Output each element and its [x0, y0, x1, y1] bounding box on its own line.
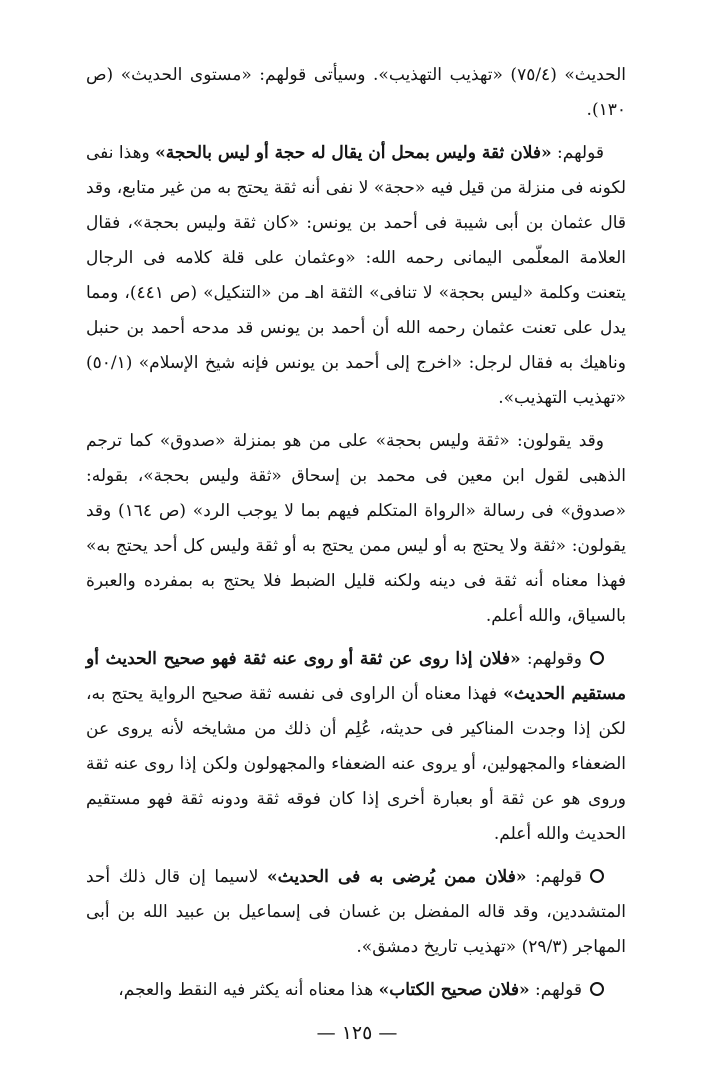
- paragraph-text: قولهم:: [529, 980, 582, 1000]
- paragraph-text: وقد يقولون: «ثقة وليس بحجة» على من هو بمنزلة «صدوق» كما ترجم الذهبى لقول ابن معين فى محمد بن إسحاق «ثقة وليس بحجة»، بقوله: «صدوق» فى رسالة «الرواة المتكلم فيهم بما لا يوجب الرد» (ص ١٦٤) وقد يقولون: «ثقة ولا يحتج به أو ليس ممن يحتج به أو ثقة وليس كل أحد يحتج به» فهذا معناه أنه ثقة فى دينه ولكنه قليل الضبط فلا يحتج به بمفرده والعبرة بالسياق، والله أعلم.: [86, 431, 627, 626]
- paragraph-thiqa: [86, 424, 626, 634]
- circle-bullet-icon: [590, 651, 604, 665]
- book-page: [86, 58, 626, 1008]
- paragraph-hujja: [86, 136, 626, 416]
- bold-phrase: «فلان إذا روى عن ثقة أو روى عنه ثقة فهو صحيح الحديث أو مستقيم الحديث»: [86, 649, 626, 704]
- paragraph-text: فهذا معناه أن الراوى فى نفسه ثقة صحيح الرواية يحتج به، لكن إذا وجدت المناكير فى حديثه، عُلِم أن ذلك من مشايخه لأنه يروى عن الضعفاء والمجهولين، أو يروى عنه الضعفاء والمجهولون ولكن إذا روى عنه ثقة وروى هو عن ثقة أو بعبارة أخرى إذا كان فوقه ثقة ودونه ثقة فهو مستقيم الحديث والله أعلم.: [86, 684, 626, 844]
- bold-phrase: «فلان ممن يُرضى به فى الحديث»: [267, 867, 527, 887]
- paragraph-text: الحديث» (٧٥/٤) «تهذيب التهذيب». وسيأتى قولهم: «مستوى الحديث» (ص ١٣٠).: [86, 65, 626, 120]
- paragraph-text: وهذا نفى لكونه فى منزلة من قيل فيه «حجة» لا نفى أنه ثقة يحتج به من غير متابع، وقد قال عثمان بن أبى شيبة فى أحمد بن يونس: «كان ثقة وليس بحجة»، فقال العلامة المعلّمى اليمانى رحمه الله: «وعثمان على قلة كلامه فى الرجال يتعنت وكلمة «ليس بحجة» لا تنافى» الثقة اهـ من «التنكيل» (ص ٤٤١)، ومما يدل على تعنت عثمان رحمه الله أن أحمد بن يونس قد مدحه أحمد بن حنبل وناهيك به فقال لرجل: «اخرج إلى أحمد بن يونس فإنه شيخ الإسلام» (٥٠/١) «تهذيب التهذيب».: [86, 143, 626, 408]
- paragraph-text: هذا معناه أنه يكثر فيه النقط والعجم،: [118, 980, 379, 1000]
- paragraph-mustaqim: [86, 642, 626, 852]
- paragraph-yurda: [86, 860, 626, 965]
- paragraph-text: لاسيما إن قال ذلك أحد المتشددين، وقد قاله المفضل بن غسان فى إسماعيل بن عبيد الله بن أبى المهاجر (٢٩/٣) «تهذيب تاريخ دمشق».: [86, 867, 626, 957]
- paragraph-continuation: [86, 58, 626, 128]
- circle-bullet-icon: [590, 982, 604, 996]
- paragraph-text: قولهم:: [526, 867, 582, 887]
- page-number: — ١٢٥ —: [316, 1022, 398, 1044]
- paragraph-text: وقولهم:: [520, 649, 582, 669]
- paragraph-text: قولهم:: [551, 143, 604, 163]
- circle-bullet-icon: [590, 869, 604, 883]
- bold-phrase: «فلان صحيح الكتاب»: [378, 980, 530, 1000]
- bold-phrase: «فلان ثقة وليس بمحل أن يقال له حجة أو ليس بالحجة»: [155, 143, 552, 163]
- paragraph-sahih-kitab: [86, 973, 626, 1008]
